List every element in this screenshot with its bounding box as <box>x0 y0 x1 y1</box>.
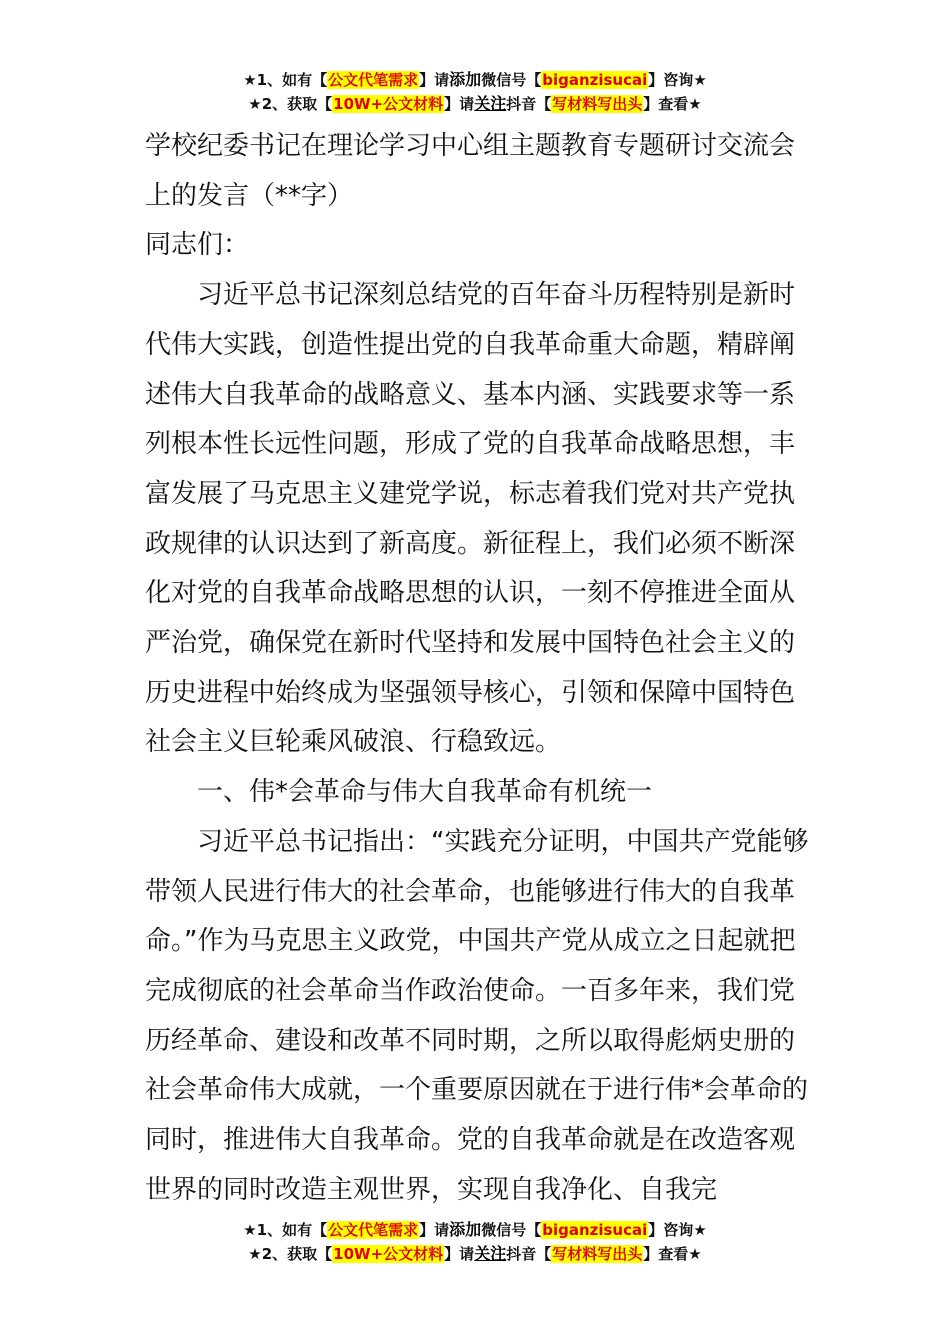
highlight-wechat-id: biganzisucai <box>542 71 648 89</box>
bracket: 【 <box>536 1245 552 1263</box>
promo-emphasis: 添加 <box>449 1220 482 1239</box>
promo-text: 微信号 <box>481 1221 527 1239</box>
promo-emphasis: 添加 <box>449 70 482 89</box>
section-heading: 一、伟*会革命与伟大自我革命有机统一 <box>197 777 653 808</box>
promo-text: 查看 <box>658 95 689 113</box>
bracket: 【 <box>317 95 333 113</box>
star-icon: ★ <box>248 1245 262 1263</box>
bracket: 【 <box>526 1221 542 1239</box>
star-icon: ★ <box>243 71 257 89</box>
promo-text: 2、获取 <box>261 1245 318 1263</box>
bracket: 】 <box>648 1221 664 1239</box>
promo-text: 咨询 <box>663 71 694 89</box>
promo-emphasis: 关注 <box>474 94 507 113</box>
promo-line-2 <box>0 1242 950 1266</box>
promo-text: 抖音 <box>506 95 537 113</box>
bracket: 】 <box>444 1245 460 1263</box>
star-icon: ★ <box>688 1245 702 1263</box>
bracket: 】 <box>643 95 659 113</box>
bracket: 】 <box>643 1245 659 1263</box>
document-title: 学校纪委书记在理论学习中心组主题教育专题研讨交流会上的发言（**字） <box>145 131 796 211</box>
highlight-writing-service: 公文代笔需求 <box>328 1221 419 1239</box>
promo-text: 请 <box>434 1221 450 1239</box>
star-icon: ★ <box>688 95 702 113</box>
promo-text: 1、如有 <box>256 71 313 89</box>
bracket: 【 <box>312 1221 328 1239</box>
bracket: 】 <box>444 95 460 113</box>
star-icon: ★ <box>693 71 707 89</box>
promo-text: 咨询 <box>663 1221 694 1239</box>
paragraph: 习近平总书记深刻总结党的百年奋斗历程特别是新时代伟大实践，创造性提出党的自我革命重大命题，精辟阐述伟大自我革命的战略意义、基本内涵、实践要求等一系列根本性长远性问题，形成了党的自我革命战略思想，丰富发展了马克思主义建党学说，标志着我们党对共产党执政规律的认识达到了新高度。新征程上，我们必须不断深化对党的自我革命战略思想的认识，一刻不停推进全面从严治党，确保党在新时代坚持和发展中国特色社会主义的历史进程中始终成为坚强领导核心，引领和保障中国特色社会主义巨轮乘风破浪、行稳致远。 <box>145 280 796 758</box>
highlight-writing-service: 公文代笔需求 <box>328 71 419 89</box>
bracket: 】 <box>419 1221 435 1239</box>
top-promo-banner <box>0 68 950 116</box>
promo-emphasis: 关注 <box>474 1244 507 1263</box>
promo-line-1 <box>0 68 950 92</box>
promo-text: 请 <box>434 71 450 89</box>
highlight-douyin-account: 写材料写出头 <box>552 1245 643 1263</box>
bottom-promo-banner <box>0 1218 950 1266</box>
star-icon: ★ <box>248 95 262 113</box>
highlight-materials: 10W+公文材料 <box>333 1245 444 1263</box>
promo-line-1 <box>0 1218 950 1242</box>
bracket: 【 <box>317 1245 333 1263</box>
bracket: 【 <box>526 71 542 89</box>
promo-text: 抖音 <box>506 1245 537 1263</box>
promo-text: 1、如有 <box>256 1221 313 1239</box>
promo-text: 微信号 <box>481 71 527 89</box>
promo-line-2 <box>0 92 950 116</box>
salutation: 同志们： <box>145 230 250 261</box>
highlight-wechat-id: biganzisucai <box>542 1221 648 1239</box>
star-icon: ★ <box>243 1221 257 1239</box>
highlight-douyin-account: 写材料写出头 <box>552 95 643 113</box>
bracket: 【 <box>312 71 328 89</box>
promo-text: 请 <box>459 1245 475 1263</box>
paragraph: 习近平总书记指出：“实践充分证明，中国共产党能够带领人民进行伟大的社会革命，也能够进行伟大的自我革命。”作为马克思主义政党，中国共产党从成立之日起就把完成彻底的社会革命当作政治使命。一百多年来，我们党历经革命、建设和改革不同时期，之所以取得彪炳史册的社会革命伟大成就，一个重要原因就在于进行伟*会革命的同时，推进伟大自我革命。党的自我革命就是在改造客观世界的同时改造主观世界，实现自我净化、自我完 <box>145 826 809 1205</box>
bracket: 】 <box>419 71 435 89</box>
bracket: 】 <box>648 71 664 89</box>
document-body <box>145 122 810 1215</box>
promo-text: 请 <box>459 95 475 113</box>
promo-text: 查看 <box>658 1245 689 1263</box>
star-icon: ★ <box>693 1221 707 1239</box>
bracket: 【 <box>536 95 552 113</box>
highlight-materials: 10W+公文材料 <box>333 95 444 113</box>
promo-text: 2、获取 <box>261 95 318 113</box>
